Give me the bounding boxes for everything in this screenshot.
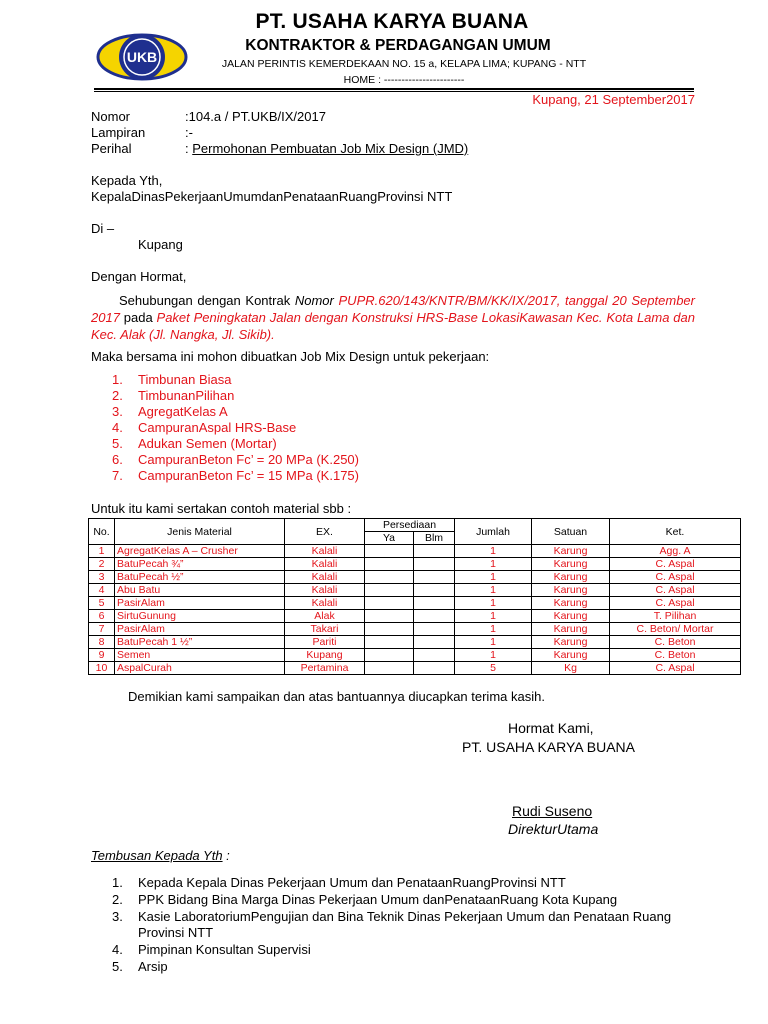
nomor-value: :104.a / PT.UKB/IX/2017	[185, 109, 326, 124]
signature-name: Rudi Suseno	[512, 803, 593, 819]
recipient-city: Kupang	[138, 237, 183, 252]
signature-title: DirekturUtama	[508, 821, 599, 837]
col-jenis: Jenis Material	[115, 519, 285, 545]
table-row: 4 Abu Batu Kalali 1 Karung C. Aspal	[89, 584, 741, 597]
col-ket: Ket.	[610, 519, 741, 545]
recipient-greeting: Kepada Yth,	[91, 173, 163, 188]
company-name: PT. USAHA KARYA BUANA	[255, 10, 529, 33]
letter-date: Kupang, 21 September2017	[532, 92, 695, 107]
signature-regards: Hormat Kami,	[508, 720, 594, 736]
job-mix-request: Maka bersama ini mohon dibuatkan Job Mix Design untuk pekerjaan:	[91, 349, 490, 364]
material-table	[88, 518, 741, 675]
opening-salutation: Dengan Hormat,	[91, 269, 187, 284]
list-item: 3. Kasie LaboratoriumPengujian dan Bina Teknik Dinas Pekerjaan Umum dan Penataan Ruang Provinsi NTT	[112, 909, 672, 940]
list-item: 1. Kepada Kepala Dinas Pekerjaan Umum dan PenataanRuangProvinsi NTT	[112, 875, 566, 890]
p1-package: Paket Peningkatan Jalan dengan Konstruksi HRS-Base LokasiKawasan Kec. Kota Lama dan Kec. Alak (Jl. Nangka, Jl. Sikib).	[91, 310, 696, 342]
col-ex: EX.	[285, 519, 365, 545]
col-ya: Ya	[365, 532, 414, 545]
body-paragraph	[91, 292, 695, 343]
list-item: 6. CampuranBeton Fc’ = 20 MPa (K.250)	[112, 452, 359, 467]
list-item: 7. CampuranBeton Fc’ = 15 MPa (K.175)	[112, 468, 359, 483]
col-jumlah: Jumlah	[455, 519, 532, 545]
table-row: 3 BatuPecah ½” Kalali 1 Karung C. Aspal	[89, 571, 741, 584]
cc-list	[112, 875, 692, 976]
list-item: 3. AgregatKelas A	[112, 404, 228, 419]
lampiran-label: Lampiran	[91, 125, 146, 140]
company-home: HOME : -----------------------	[343, 74, 465, 86]
list-item: 2. TimbunanPilihan	[112, 388, 235, 403]
list-item: 2. PPK Bidang Bina Marga Dinas Pekerjaan Umum danPenataanRuang Kota Kupang	[112, 892, 618, 907]
p1-nomor: Nomor	[294, 293, 339, 308]
list-item: 5. Adukan Semen (Mortar)	[112, 436, 277, 451]
col-satuan: Satuan	[532, 519, 610, 545]
perihal-colon: :	[185, 141, 193, 156]
list-item: 1. Timbunan Biasa	[112, 372, 232, 387]
col-blm: Blm	[414, 532, 455, 545]
cc-heading	[91, 848, 230, 864]
p1-pada: pada	[119, 310, 157, 325]
lampiran-value: :-	[185, 125, 193, 140]
table-row: 2 BatuPecah ¾” Kalali 1 Karung C. Aspal	[89, 558, 741, 571]
table-row: 9 Semen Kupang 1 Karung C. Beton	[89, 649, 741, 662]
perihal-value	[185, 141, 468, 156]
table-row: 8 BatuPecah 1 ½” Pariti 1 Karung C. Beton	[89, 636, 741, 649]
recipient-name: KepalaDinasPekerjaanUmumdanPenataanRuangProvinsi NTT	[91, 189, 453, 204]
p1-intro: Sehubungan dengan Kontrak	[119, 293, 295, 308]
list-item: 5. Arsip	[112, 959, 168, 974]
closing-text: Demikian kami sampaikan dan atas bantuannya diucapkan terima kasih.	[128, 689, 545, 704]
list-item: 4. CampuranAspal HRS-Base	[112, 420, 297, 435]
nomor-label: Nomor	[91, 109, 131, 124]
header-rule	[94, 88, 694, 90]
col-persediaan: Persediaan	[365, 519, 455, 532]
company-address: JALAN PERINTIS KEMERDEKAAN NO. 15 a, KELAPA LIMA; KUPANG - NTT	[221, 58, 587, 70]
table-row: 10 AspalCurah Pertamina 5 Kg C. Aspal	[89, 662, 741, 675]
table-row: 7 PasirAlam Takari 1 Karung C. Beton/ Mortar	[89, 623, 741, 636]
col-no: No.	[89, 519, 115, 545]
table-row: 1 AgregatKelas A – Crusher Kalali 1 Karung Agg. A	[89, 545, 741, 558]
perihal-text: Permohonan Pembuatan Job Mix Design (JMD)	[192, 141, 469, 156]
material-intro: Untuk itu kami sertakan contoh material sbb :	[91, 501, 352, 516]
company-subtitle: KONTRAKTOR & PERDAGANGAN UMUM	[245, 37, 551, 54]
work-items-list	[112, 372, 359, 484]
signature-company: PT. USAHA KARYA BUANA	[462, 739, 635, 755]
cc-heading-colon: :	[222, 848, 230, 863]
p1-contract-number: PUPR.620/143/KNTR/BM/KK/IX/2017, tanggal 20 September 2017	[91, 293, 695, 325]
perihal-label: Perihal	[91, 141, 132, 156]
list-item: 4. Pimpinan Konsultan Supervisi	[112, 942, 311, 957]
logo-text: UKB	[126, 49, 158, 65]
table-row: 6 SirtuGunung Alak 1 Karung T. Pilihan	[89, 610, 741, 623]
table-row: 5 PasirAlam Kalali 1 Karung C. Aspal	[89, 597, 741, 610]
recipient-di: Di –	[91, 221, 115, 236]
cc-heading-text: Tembusan Kepada Yth	[91, 848, 223, 863]
